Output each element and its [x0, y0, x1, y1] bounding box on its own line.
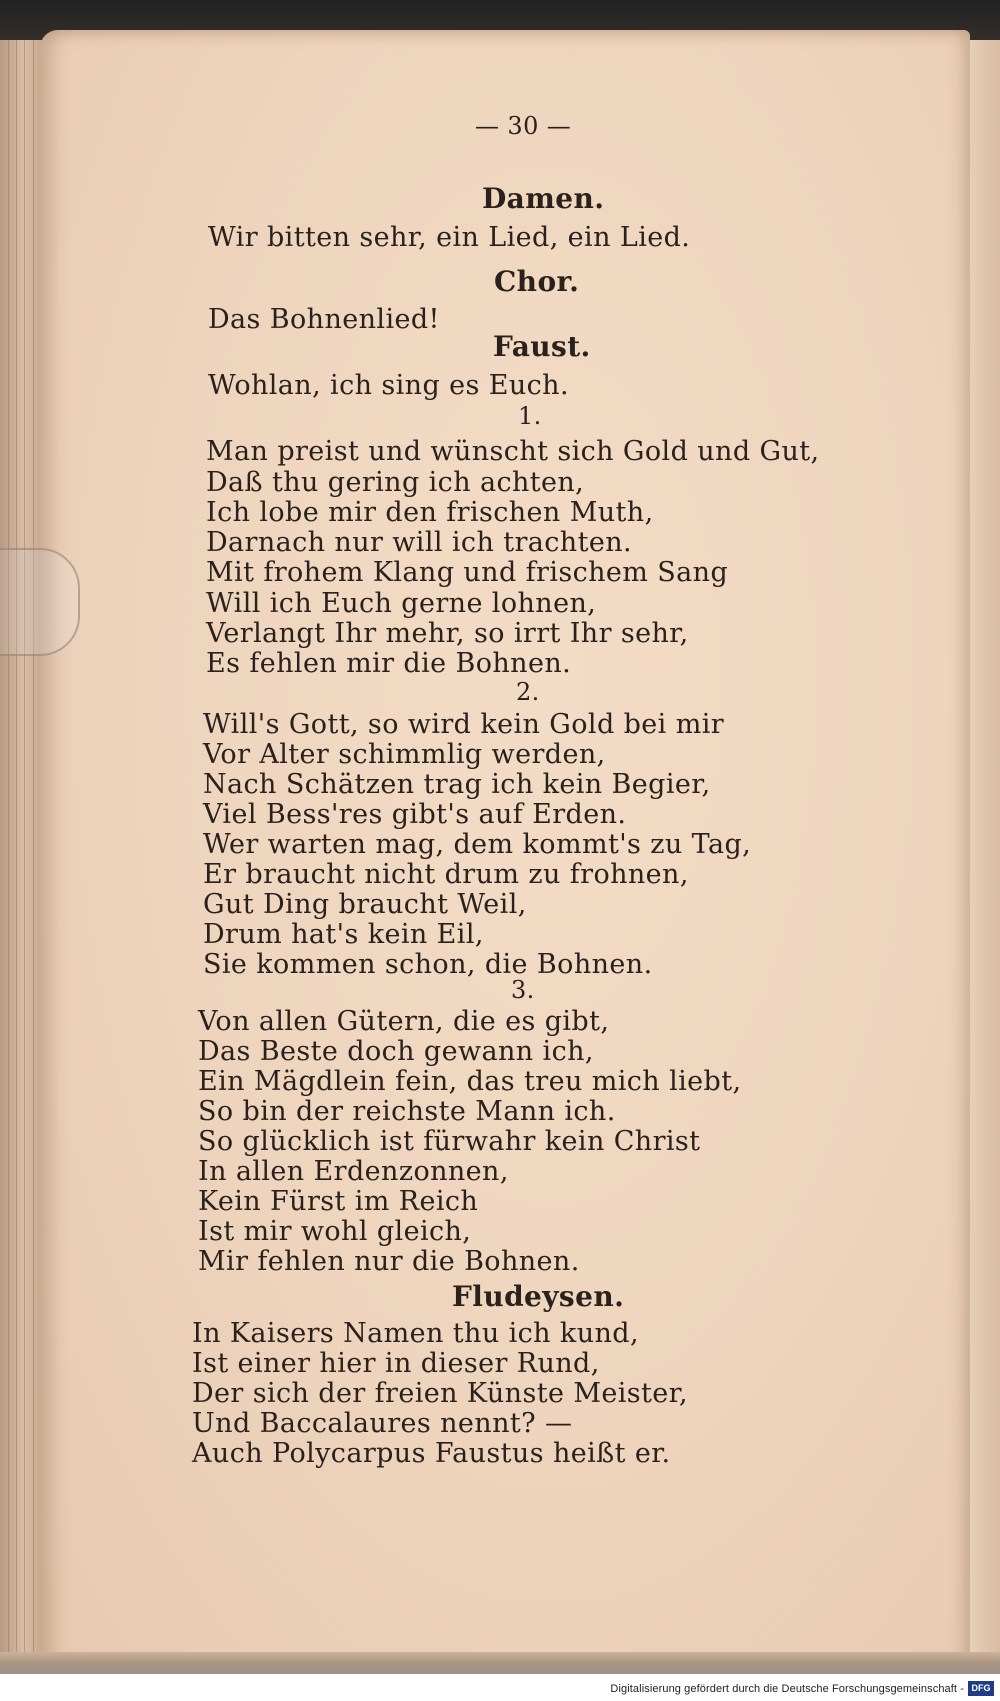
verse-line: Wir bitten sehr, ein Lied, ein Lied.: [208, 222, 691, 253]
verse-line: Von allen Gütern, die es gibt,: [198, 1006, 610, 1037]
stanza-number: 3.: [511, 976, 535, 1004]
dfg-logo: DFG: [968, 1681, 994, 1696]
verse-line: Gut Ding braucht Weil,: [203, 889, 527, 920]
verse-line: Will ich Euch gerne lohnen,: [206, 588, 597, 619]
verse-line: Das Beste doch gewann ich,: [198, 1036, 594, 1067]
stanza-number: 2.: [516, 678, 540, 706]
verse-line: Mir fehlen nur die Bohnen.: [198, 1246, 580, 1277]
speaker-heading: Fludeysen.: [452, 1280, 625, 1313]
verse-line: Ist einer hier in dieser Rund,: [192, 1348, 600, 1379]
verse-line: Sie kommen schon, die Bohnen.: [203, 949, 653, 980]
verse-line: Man preist und wünscht sich Gold und Gut,: [206, 436, 820, 467]
speaker-heading: Faust.: [493, 330, 591, 363]
verse-line: In Kaisers Namen thu ich kund,: [192, 1318, 639, 1349]
verse-line: So glücklich ist fürwahr kein Christ: [198, 1126, 701, 1157]
verse-line: Daß thu gering ich achten,: [206, 467, 585, 498]
verse-line: Ich lobe mir den frischen Muth,: [206, 497, 654, 528]
paper-clip: [0, 548, 80, 656]
verse-line: Ist mir wohl gleich,: [198, 1216, 472, 1247]
verse-line: Drum hat's kein Eil,: [203, 919, 484, 950]
verse-line: Ein Mägdlein fein, das treu mich liebt,: [198, 1066, 742, 1097]
verse-line: Auch Polycarpus Faustus heißt er.: [192, 1438, 671, 1469]
verse-line: Das Bohnenlied!: [208, 304, 440, 335]
verse-line: Nach Schätzen trag ich kein Begier,: [203, 769, 711, 800]
verse-line: Darnach nur will ich trachten.: [206, 527, 632, 558]
verse-line: Mit frohem Klang und frischem Sang: [206, 557, 729, 588]
verse-line: Und Baccalaures nennt? —: [192, 1408, 573, 1439]
verse-line: Vor Alter schimmlig werden,: [203, 739, 606, 770]
verse-line: Viel Bess'res gibt's auf Erden.: [203, 799, 627, 830]
verse-line: Wohlan, ich sing es Euch.: [208, 370, 569, 401]
verse-line: Kein Fürst im Reich: [198, 1186, 479, 1217]
speaker-heading: Chor.: [494, 265, 580, 298]
stanza-number: 1.: [518, 402, 542, 430]
verse-line: Will's Gott, so wird kein Gold bei mir: [203, 709, 725, 740]
verse-line: Wer warten mag, dem kommt's zu Tag,: [203, 829, 752, 860]
funding-credit: Digitalisierung gefördert durch die Deutsche Forschungsgemeinschaft -: [610, 1683, 964, 1695]
verse-line: Der sich der freien Künste Meister,: [192, 1378, 689, 1409]
speaker-heading: Damen.: [482, 182, 605, 215]
verse-line: So bin der reichste Mann ich.: [198, 1096, 616, 1127]
verse-line: Verlangt Ihr mehr, so irrt Ihr sehr,: [206, 618, 689, 649]
verse-line: Es fehlen mir die Bohnen.: [206, 648, 572, 679]
page-bottom-edge: [0, 1652, 1000, 1674]
verse-line: In allen Erdenzonnen,: [198, 1156, 509, 1187]
verse-line: Er braucht nicht drum zu frohnen,: [203, 859, 689, 890]
page-number: — 30 —: [475, 112, 572, 140]
